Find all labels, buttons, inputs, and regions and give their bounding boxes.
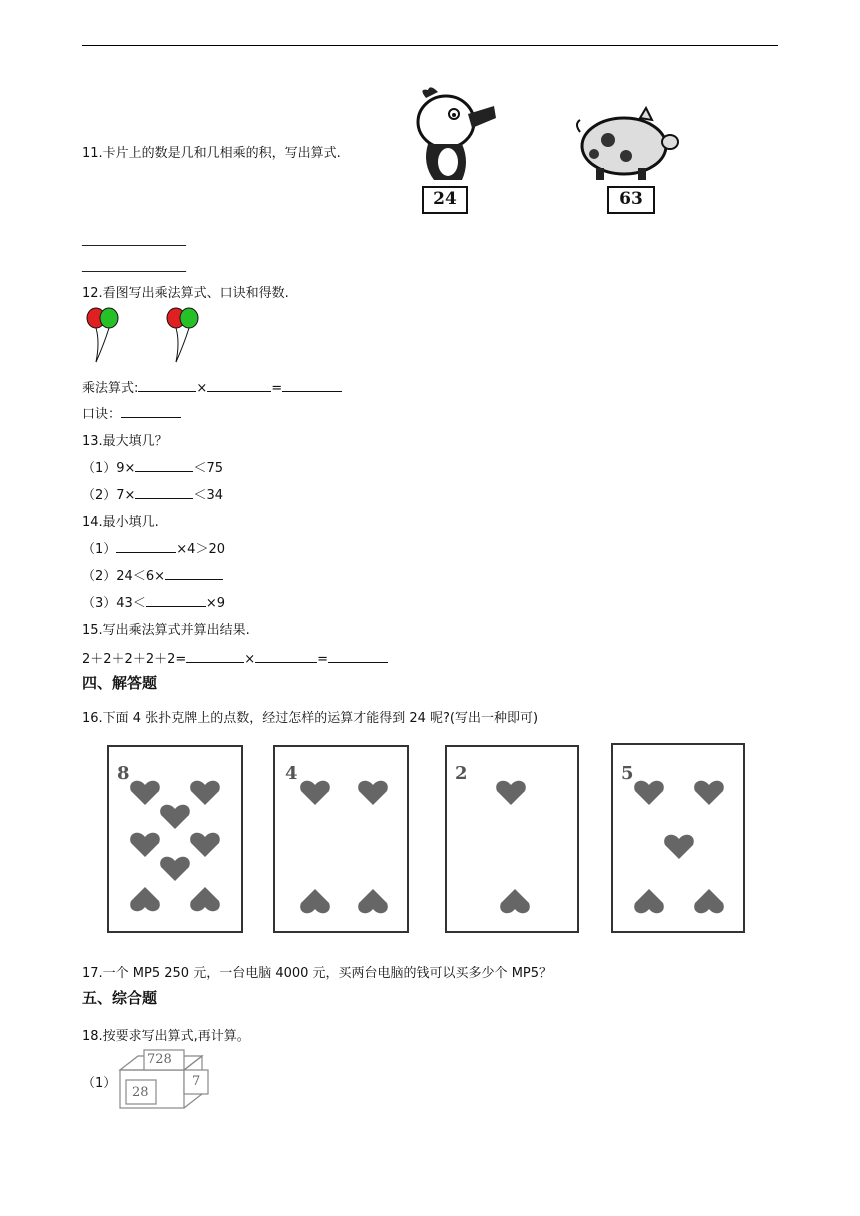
q14-blank-3[interactable] <box>146 593 206 607</box>
q14-item-1-suffix: ×4＞20 <box>176 542 225 557</box>
q12-blank-factor-1[interactable] <box>138 378 196 392</box>
q14-item-1 <box>82 538 225 557</box>
section-heading-5: 五、综合题 <box>82 989 158 1007</box>
q16-text: 16.下面 4 张扑克牌上的点数，经过怎样的运算才能得到 24 呢?(写出一种即可) <box>82 711 539 726</box>
q11-card-63: 63 <box>607 186 655 214</box>
pig-icon <box>574 104 682 184</box>
equals-sign: = <box>271 381 283 396</box>
q13-item-2-suffix: ＜34 <box>193 488 223 503</box>
balloon-pair-icon <box>84 306 124 364</box>
box-number-side: 7 <box>192 1074 201 1089</box>
equals-sign: = <box>317 652 329 667</box>
q13-item-1-suffix: ＜75 <box>193 461 223 476</box>
playing-card-8 <box>107 745 243 933</box>
card-rank: 5 <box>621 763 634 784</box>
q18-text: 18.按要求写出算式,再计算。 <box>82 1029 250 1044</box>
hearts-pattern-icon <box>109 747 241 931</box>
hearts-pattern-icon <box>447 747 577 931</box>
q11-card-24: 24 <box>422 186 468 214</box>
q13-text: 13.最大填几？ <box>82 434 168 449</box>
q13-item-2 <box>82 484 223 503</box>
q12-rhyme-label: 口诀： <box>82 407 122 422</box>
q14-item-3 <box>82 592 225 611</box>
q14-text: 14.最小填几. <box>82 515 159 530</box>
q12-formula-label: 乘法算式: <box>82 381 139 396</box>
times-sign: × <box>244 652 256 667</box>
hearts-pattern-icon <box>275 747 407 931</box>
q13-item-1-prefix: （1）9× <box>82 461 136 476</box>
q13-item-2-prefix: （2）7× <box>82 488 136 503</box>
card-rank: 2 <box>455 763 468 784</box>
q15-blank-factor-2[interactable] <box>255 649 317 663</box>
q13-blank-2[interactable] <box>135 485 193 499</box>
q15-line <box>82 648 388 667</box>
q15-blank-factor-1[interactable] <box>186 649 244 663</box>
q12-blank-result[interactable] <box>282 378 342 392</box>
q14-item-2 <box>82 565 223 584</box>
playing-card-2 <box>445 745 579 933</box>
q15-sum: 2＋2＋2＋2＋2= <box>82 652 187 667</box>
box-diagram <box>118 1048 212 1110</box>
playing-card-4 <box>273 745 409 933</box>
q11-text: 11.卡片上的数是几和几相乘的积，写出算式. <box>82 146 341 161</box>
q14-blank-1[interactable] <box>116 539 176 553</box>
q12-blank-rhyme[interactable] <box>121 404 181 418</box>
hearts-pattern-icon <box>613 745 743 931</box>
q12-text: 12.看图写出乘法算式、口诀和得数. <box>82 286 289 301</box>
times-sign: × <box>196 381 208 396</box>
card-rank: 4 <box>285 763 298 784</box>
q13-item-1 <box>82 457 223 476</box>
q15-blank-result[interactable] <box>328 649 388 663</box>
card-rank: 8 <box>117 763 130 784</box>
q14-item-2-prefix: （2）24＜6× <box>82 569 165 584</box>
q17-text: 17.一个 MP5 250 元，一台电脑 4000 元，买两台电脑的钱可以买多少个 MP5？ <box>82 966 553 981</box>
box-number-top: 728 <box>147 1052 172 1067</box>
q15-text: 15.写出乘法算式并算出结果. <box>82 623 250 638</box>
q14-item-3-prefix: （3）43＜ <box>82 596 146 611</box>
bird-icon <box>408 84 500 184</box>
q14-item-1-prefix: （1） <box>82 542 117 557</box>
section-heading-4: 四、解答题 <box>82 674 158 692</box>
balloon-pair-icon <box>164 306 204 364</box>
q12-rhyme-line <box>82 403 181 422</box>
q12-blank-factor-2[interactable] <box>207 378 271 392</box>
q11-answer-line-1[interactable]: ________________ <box>82 232 186 247</box>
playing-card-5 <box>611 743 745 933</box>
q11-answer-line-2[interactable]: ________________ <box>82 258 186 273</box>
q18-item-label: （1） <box>82 1076 117 1091</box>
q13-blank-1[interactable] <box>135 458 193 472</box>
box-number-front: 28 <box>132 1085 149 1100</box>
q14-blank-2[interactable] <box>165 566 223 580</box>
q12-multiplication-line <box>82 377 342 396</box>
q14-item-3-suffix: ×9 <box>205 596 225 611</box>
header-rule <box>82 45 778 46</box>
